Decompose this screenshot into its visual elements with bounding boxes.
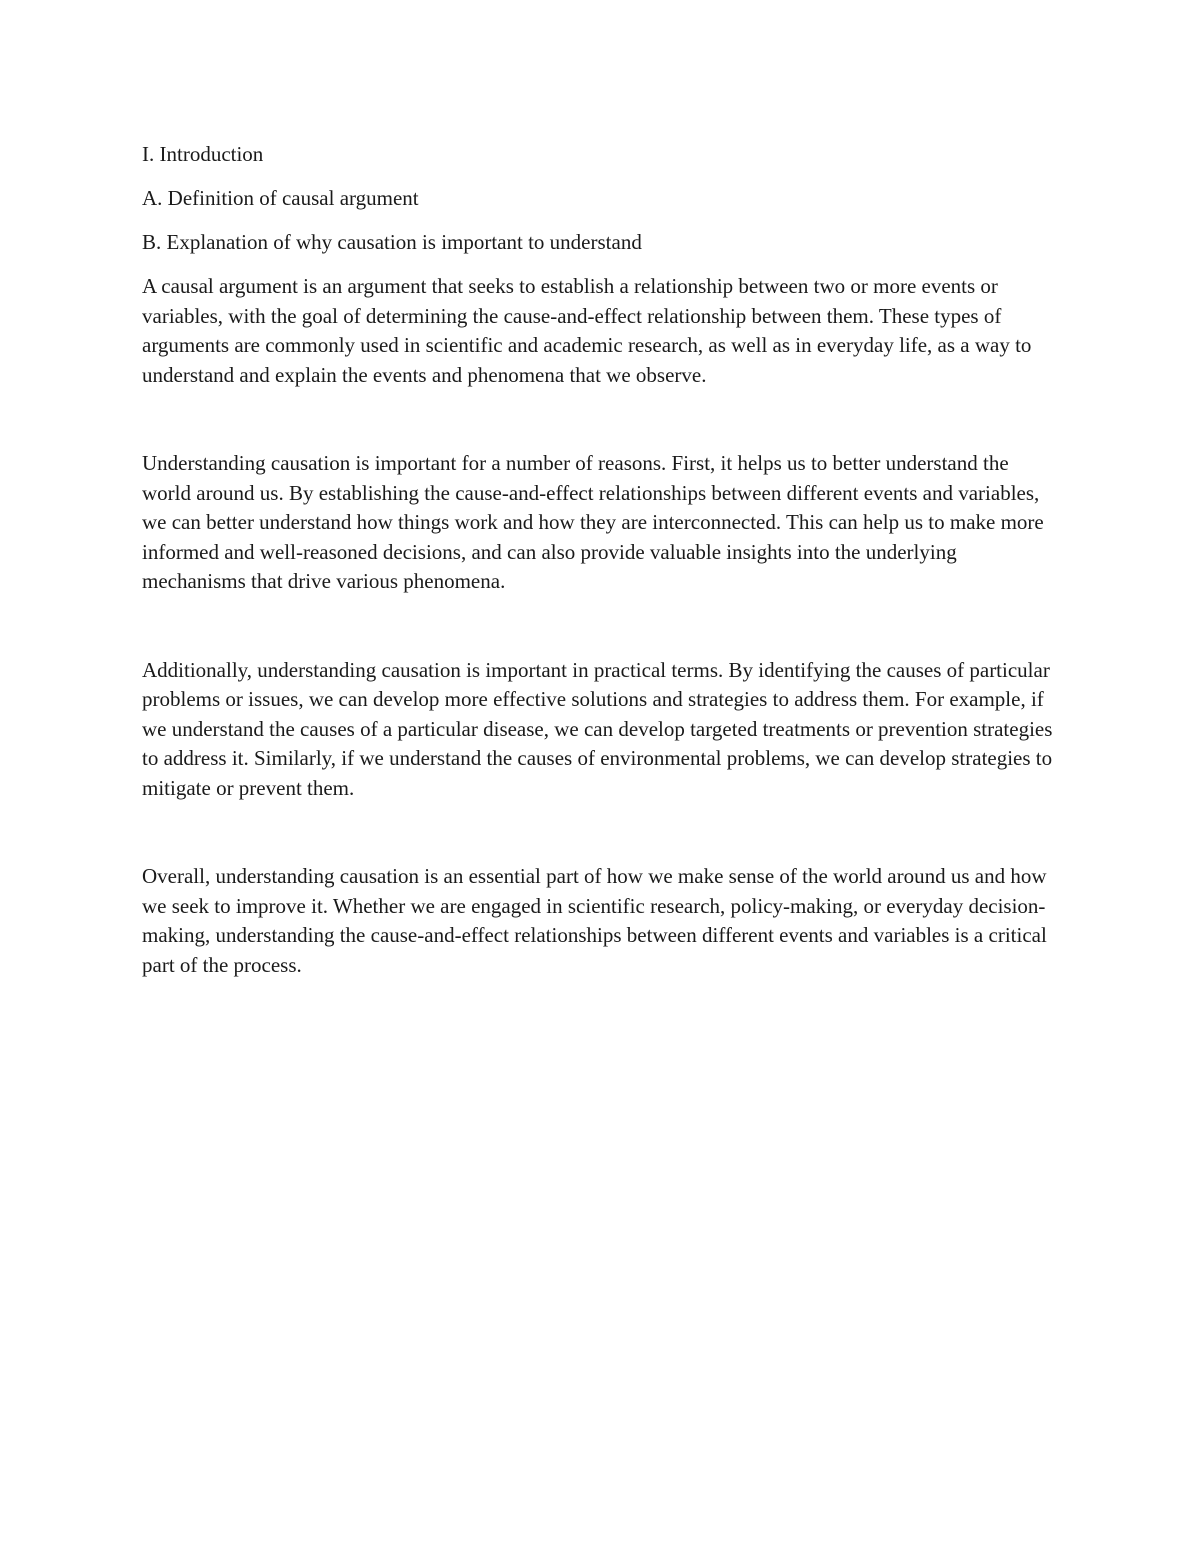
paragraph-practical: Additionally, understanding causation is important in practical terms. By identifying the causes of particular problems or issues, we can develop more effective solutions and strategies to address them. For example, if we understand the causes of a particular disease, we can develop targeted treatments or prevention strategies to address it. Similarly, if we understand the causes of environmental problems, we can develop strategies to mitigate or prevent them. xyxy=(142,657,1053,800)
outline-item-a: A. Definition of causal argument xyxy=(142,186,419,210)
paragraph-importance: Understanding causation is important for a number of reasons. First, it helps us to better understand the world around us. By establishing the cause-and-effect relationships between different events and variables, we can better understand how things work and how they are interconnected. This can help us to make more informed and well-reasoned decisions, and can also provide valuable insights into the underlying mechanisms that drive various phenomena. xyxy=(142,451,1044,593)
outline-item-b: B. Explanation of why causation is important to understand xyxy=(142,230,642,254)
document-body xyxy=(142,140,1062,980)
outline-heading: I. Introduction xyxy=(142,142,264,166)
paragraph-overall: Overall, understanding causation is an essential part of how we make sense of the world around us and how we seek to improve it. Whether we are engaged in scientific research, policy-making, or everyday decision-making, understanding the cause-and-effect relationships between different events and variables is a critical part of the process. xyxy=(142,864,1047,977)
paragraph-definition: A causal argument is an argument that seeks to establish a relationship between two or more events or variables, with the goal of determining the cause-and-effect relationship between them. These types of arguments are commonly used in scientific and academic research, as well as in everyday life, as a way to understand and explain the events and phenomena that we observe. xyxy=(142,274,1032,387)
